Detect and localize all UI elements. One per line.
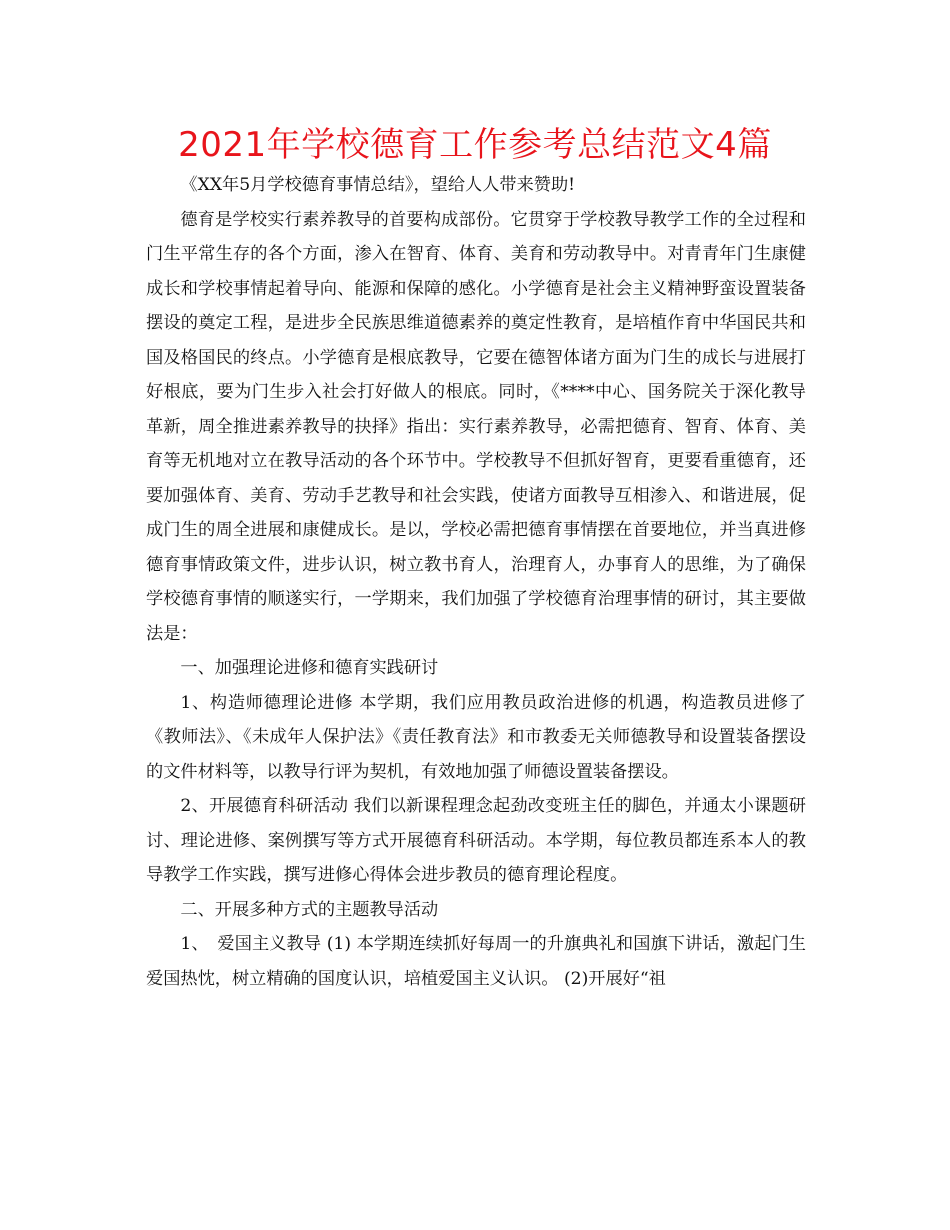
body-paragraph: 1、构造师德理论进修 本学期，我们应用教员政治进修的机遇，构造教员进修了《教师法》、《未成年人保护法》《责任教育法》和市教委无关师德教导和设置装备摆设的文件材料等，以教导行评为契机，有效地加强了师德设置装备摆设。 <box>146 692 806 782</box>
body-paragraph: 德育是学校实行素养教导的首要构成部份。它贯穿于学校教导教学工作的全过程和门生平常生存的各个方面，渗入在智育、体育、美育和劳动教导中。对青青年门生康健成长和学校事情起着导向、能源和保障的感化。小学德育是社会主义精神野蛮设置装备摆设的奠定工程，是进步全民族思维道德素养的奠定性教育，是培植作育中华国民共和国及格国民的终点。小学德育是根底教导，它要在德智体诸方面为门生的成长与进展打好根底，要为门生步入社会打好做人的根底。同时，《****中心、国务院关于深化教导革新，周全推进素养教导的抉择》指出：实行素养教导，必需把德育、智育、体育、美育等无机地对立在教导活动的各个环节中。学校教导不但抓好智育，更要看重德育，还要加强体育、美育、劳动手艺教导和社会实践，使诸方面教导互相渗入、和谐进展，促成门生的周全进展和康健成长。是以，学校必需把德育事情摆在首要地位，并当真进修德育事情政策文件，进步认识，树立教书育人，治理育人，办事育人的思维，为了确保学校德育事情的顺遂实行，一学期来，我们加强了学校德育治理事情的研讨，其主要做法是： <box>146 209 806 644</box>
section-heading: 一、加强理论进修和德育实践研讨 <box>180 658 439 678</box>
document-title: 2021年学校德育工作参考总结范文4篇 <box>178 125 772 165</box>
intro-paragraph: 《XX年5月学校德育事情总结》，望给人人带来赞助! <box>180 175 576 195</box>
document-body <box>146 168 806 996</box>
section-heading: 二、开展多种方式的主题教导活动 <box>180 899 439 920</box>
body-paragraph: 1、 爱国主义教导 (1) 本学期连续抓好每周一的升旗典礼和国旗下讲话，激起门生爱国热忱，树立精确的国度认识，培植爱国主义认识。 (2)开展好“祖 <box>146 934 806 989</box>
body-paragraph: 2、开展德育科研活动 我们以新课程理念起劲改变班主任的脚色，并通太小课题研讨、理论进修、案例撰写等方式开展德育科研活动。本学期，每位教员都连系本人的教导教学工作实践，撰写进修心得体会进步教员的德育理论程度。 <box>146 796 806 885</box>
